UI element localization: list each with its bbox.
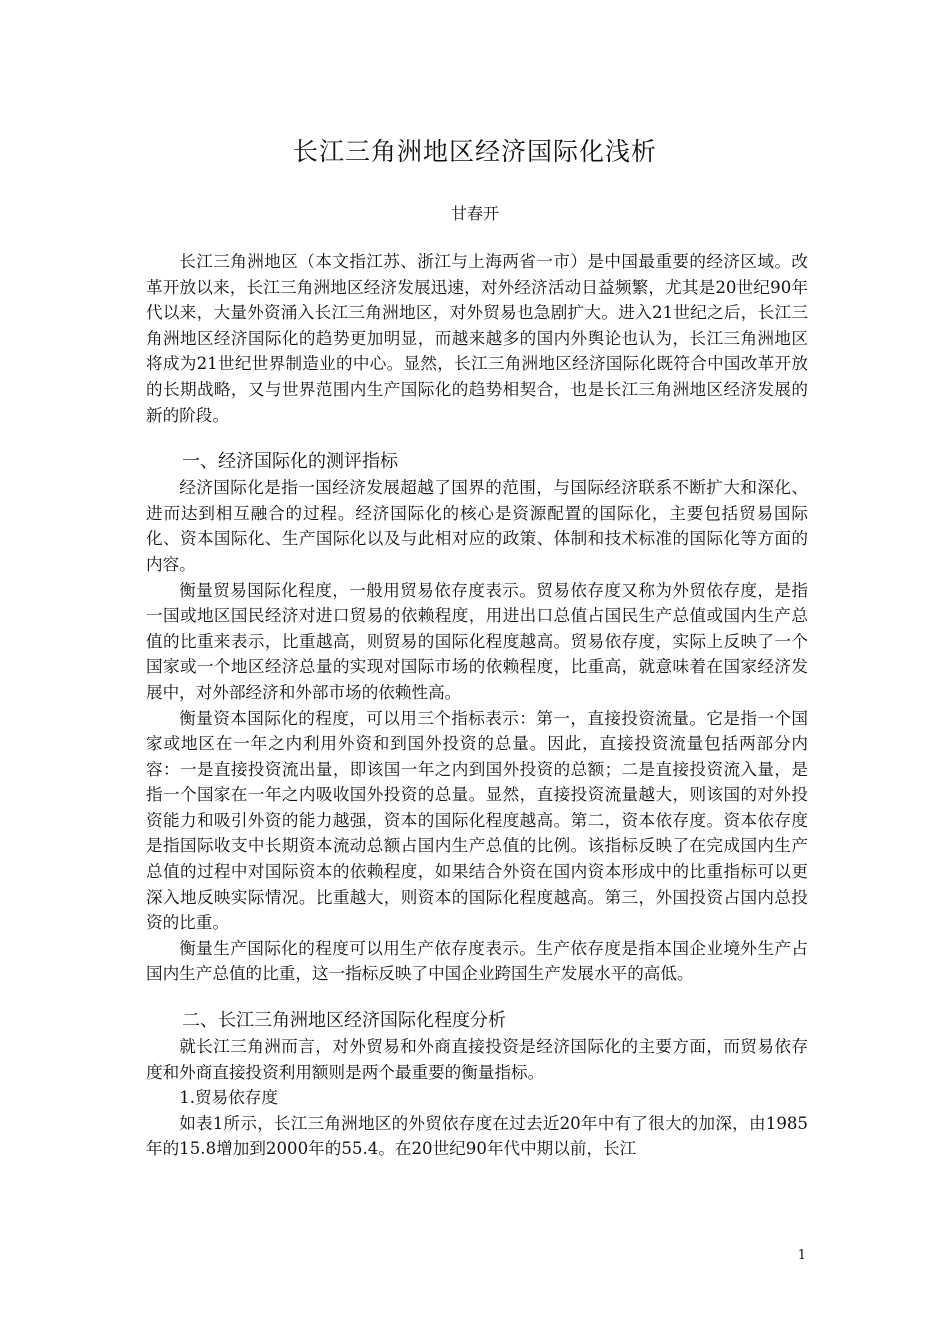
intro-paragraph: 长江三角洲地区（本文指江苏、浙江与上海两省一市）是中国最重要的经济区域。改革开放以来，长江三角洲地区经济发展迅速，对外经济活动日益频繁，尤其是20世纪90年代以来，大量外资涌入长江三角洲地区，对外贸易也急剧扩大。进入21世纪之后，长江三角洲地区经济国际化的趋势更加明显，而越来越多的国内外舆论也认为，长江三角洲地区将成为21世纪世界制造业的中心。显然，长江三角洲地区经济国际化既符合中国改革开放的长期战略，又与世界范围内生产国际化的趋势相契合，也是长江三角洲地区经济发展的新的阶段。 <box>146 252 808 425</box>
page-title: 长江三角洲地区经济国际化浅析 <box>292 137 657 166</box>
body-paragraph: 经济国际化是指一国经济发展超越了国界的范围，与国际经济联系不断扩大和深化、进而达到相互融合的过程。经济国际化的核心是资源配置的国际化，主要包括贸易国际化、资本国际化、生产国际化以及与此相对应的政策、体制和技术标准的国际化等方面的内容。 <box>146 478 808 574</box>
body-paragraph: 如表1所示，长江三角洲地区的外贸依存度在过去近20年中有了很大的加深，由1985年的15.8增加到2000年的55.4。在20世纪90年代中期以前，长江 <box>146 1113 808 1159</box>
body-paragraph: 就长江三角洲而言，对外贸易和外商直接投资是经济国际化的主要方面，而贸易依存度和外商直接投资利用额则是两个最重要的衡量指标。 <box>146 1037 808 1082</box>
spacer <box>146 987 808 1008</box>
document-body <box>146 249 808 1162</box>
page-number: 1 <box>797 1248 806 1263</box>
body-paragraph: 衡量贸易国际化程度，一般用贸易依存度表示。贸易依存度又称为外贸依存度，是指一国或地区国民经济对进口贸易的依赖程度，用进出口总值占国民生产总值或国内生产总值的比重来表示，比重越高，则贸易的国际化程度越高。贸易依存度，实际上反映了一个国家或一个地区经济总量的实现对国际市场的依赖程度，比重高，就意味着在国家经济发展中，对外部经济和外部市场的依赖性高。 <box>146 580 808 702</box>
section-heading-1: 一、经济国际化的测评指标 <box>182 451 398 473</box>
spacer <box>146 428 808 449</box>
subsection-heading: 1.贸易依存度 <box>179 1088 278 1108</box>
body-paragraph: 衡量生产国际化的程度可以用生产依存度表示。生产依存度是指本国企业境外生产占国内生产总值的比重，这一指标反映了中国企业跨国生产发展水平的高低。 <box>146 938 808 984</box>
author-name: 甘春开 <box>450 204 499 223</box>
section-heading-2: 二、长江三角洲地区经济国际化程度分析 <box>182 1010 506 1032</box>
body-paragraph: 衡量资本国际化的程度，可以用三个指标表示：第一，直接投资流量。它是指一个国家或地区在一年之内利用外资和到国外投资的总量。因此，直接投资流量包括两部分内容：一是直接投资流出量，即该国一年之内到国外投资的总额；二是直接投资流入量，是指一个国家在一年之内吸收国外投资的总量。显然，直接投资流量越大，则该国的对外投资能力和吸引外资的能力越强，资本的国际化程度越高。第二，资本依存度。资本依存度是指国际收支中长期资本流动总额占国内生产总值的比例。该指标反映了在完成国内生产总值的过程中对国际资本的依赖程度，如果结合外资在国内资本形成中的比重指标可以更深入地反映实际情况。比重越大，则资本的国际化程度越高。第三，外国投资占国内总投资的比重。 <box>146 708 808 933</box>
